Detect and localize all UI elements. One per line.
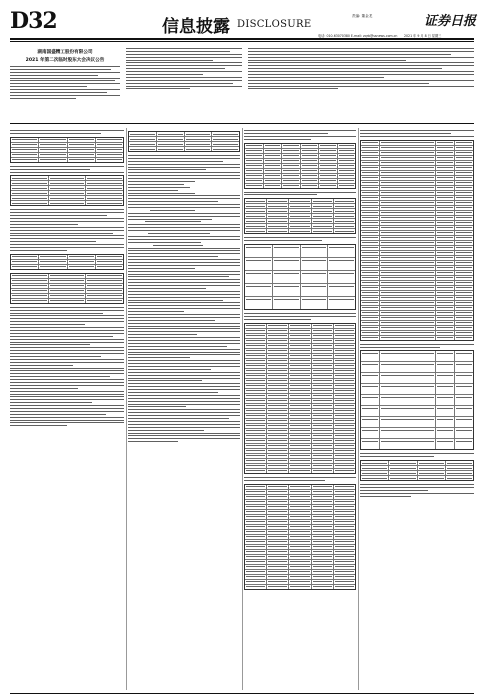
text-column xyxy=(10,64,120,101)
notice-title: 2021 年第二次临时股东大会决议公告 xyxy=(25,58,105,63)
text-column-4 xyxy=(360,128,474,499)
data-table xyxy=(10,137,124,163)
text-column-2 xyxy=(128,128,240,444)
footer-rule xyxy=(10,693,474,694)
contact-line: 电话: 010-63070380 E-mail: zqrb@ssnews.com.cn xyxy=(318,34,398,38)
data-table xyxy=(244,484,356,590)
text-column xyxy=(248,46,474,91)
data-table xyxy=(10,175,124,206)
data-table xyxy=(244,198,356,234)
notice-company: 湖南国盛精工股份有限公司 xyxy=(37,50,93,55)
column-rule xyxy=(242,128,243,690)
masthead xyxy=(0,0,484,40)
masthead-rule xyxy=(10,38,474,40)
section-title: 信息披露 xyxy=(162,17,230,37)
notice-heading xyxy=(10,44,120,63)
data-table xyxy=(360,140,474,341)
masthead-rule-thin xyxy=(10,41,474,42)
paper-logo: 证券日报 xyxy=(424,14,477,29)
section-subtitle: DISCLOSURE xyxy=(237,19,312,30)
editors-line: 责编: 董金龙 xyxy=(352,14,373,18)
issue-date: 2021 年 9 月 8 日 星期三 xyxy=(404,34,442,38)
column-rule xyxy=(358,128,359,690)
page-number: D32 xyxy=(10,8,57,34)
data-table xyxy=(360,460,474,481)
text-column-1 xyxy=(10,128,124,428)
data-table xyxy=(244,143,356,189)
text-column xyxy=(126,46,242,91)
top-announcement-block xyxy=(10,44,474,120)
data-table xyxy=(360,350,474,450)
data-table xyxy=(128,131,240,152)
data-table xyxy=(244,244,356,310)
section-divider xyxy=(10,123,474,124)
text-column-3 xyxy=(244,128,356,593)
data-table xyxy=(10,273,124,304)
data-table xyxy=(10,254,124,270)
column-rule xyxy=(126,128,127,690)
data-table xyxy=(244,323,356,474)
